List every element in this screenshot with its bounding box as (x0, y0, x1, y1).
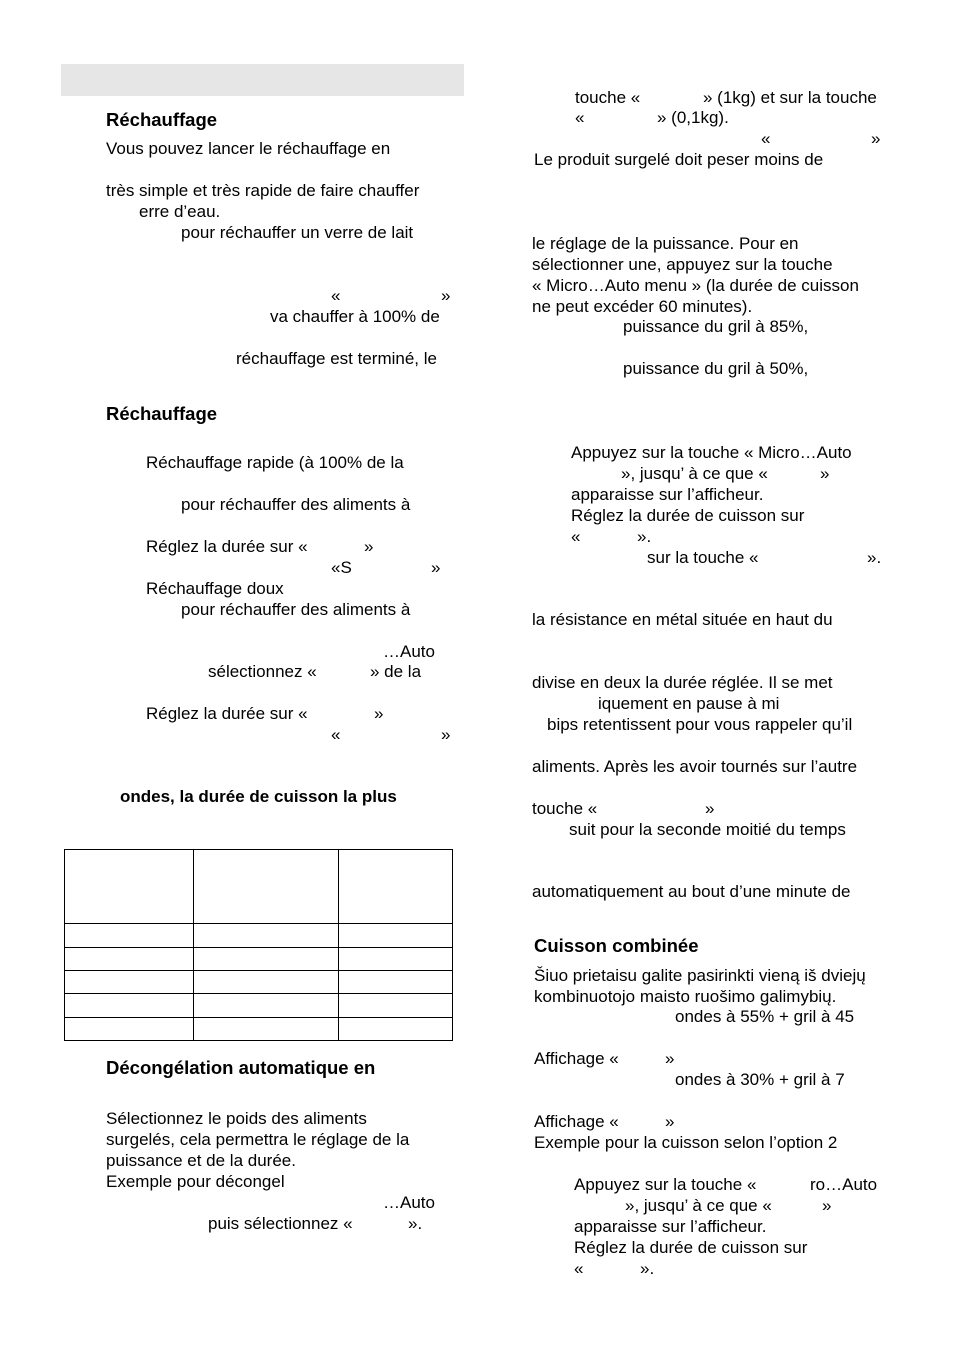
text-line: très simple et très rapide de faire chauffer (106, 181, 420, 200)
table-header-row (65, 850, 453, 924)
text-line: le réglage de la puissance. Pour en (532, 234, 799, 253)
cooking-table (64, 849, 453, 1041)
text-line: ». (637, 527, 652, 546)
table-row (65, 924, 453, 947)
text-line: « (331, 286, 341, 305)
text-line: touche « (575, 88, 641, 107)
text-line: sélectionner une, appuyez sur la touche (532, 255, 833, 274)
table-cell (194, 947, 339, 970)
text-line: kombinuotojo maisto ruošimo galimybių. (534, 987, 837, 1006)
text-line: Le produit surgelé doit peser moins de (534, 150, 824, 169)
table-row (65, 994, 453, 1017)
text-line: Vous pouvez lancer le réchauffage en (106, 139, 391, 158)
text-line: Exemple pour décongel (106, 1172, 285, 1191)
heading-cuisson-combinee: Cuisson combinée (534, 935, 699, 956)
text-line: « (761, 129, 771, 148)
text-line: apparaisse sur l’afficheur. (574, 1217, 767, 1236)
text-line: « (331, 725, 341, 744)
text-line: divise en deux la durée réglée. Il se met (532, 673, 833, 692)
text-line: » (822, 1196, 832, 1215)
table-cell (65, 994, 194, 1017)
text-line: Réchauffage rapide (à 100% de la (146, 453, 404, 472)
heading-decongelation: Décongélation automatique en (106, 1057, 376, 1078)
text-line: », jusqu’ à ce que « (621, 464, 768, 483)
table-cell (65, 970, 194, 993)
text-line: » (665, 1112, 675, 1131)
text-line: iquement en pause à mi (598, 694, 780, 713)
text-line: puissance du gril à 85%, (623, 317, 809, 336)
text-line: » (705, 799, 715, 818)
text-line: pour réchauffer des aliments à (181, 495, 411, 514)
text-line: » (364, 537, 374, 556)
text-line: …Auto (383, 1193, 435, 1212)
table-cell (339, 850, 453, 924)
table-cell (65, 1017, 194, 1040)
text-line: puissance et de la durée. (106, 1151, 296, 1170)
heading-rechauffage-1: Réchauffage (106, 109, 218, 130)
table-row (65, 947, 453, 970)
text-line: « Micro…Auto menu » (la durée de cuisson (532, 276, 859, 295)
text-line: sur la touche « (647, 548, 759, 567)
text-line: sélectionnez « (208, 662, 317, 681)
table-cell (339, 970, 453, 993)
text-line: ne peut excéder 60 minutes). (532, 297, 753, 316)
text-line: Réglez la durée de cuisson sur (574, 1238, 808, 1257)
text-line: Exemple pour la cuisson selon l’option 2 (534, 1133, 838, 1152)
text-line: » de la (370, 662, 422, 681)
text-line: puissance du gril à 50%, (623, 359, 809, 378)
text-line: », jusqu’ à ce que « (625, 1196, 772, 1215)
text-line: » (665, 1049, 675, 1068)
table-cell (339, 924, 453, 947)
text-line: ». (408, 1214, 423, 1233)
table-cell (65, 947, 194, 970)
text-line: » (441, 286, 451, 305)
text-line: surgelés, cela permettra le réglage de la (106, 1130, 410, 1149)
table-cell (194, 1017, 339, 1040)
table-row (65, 1017, 453, 1040)
heading-rechauffage-2: Réchauffage (106, 403, 218, 424)
text-line: Réchauffage doux (146, 579, 284, 598)
text-line: «S (331, 558, 352, 577)
text-line: ondes à 30% + gril à 7 (675, 1070, 845, 1089)
section-header-bar (61, 64, 464, 96)
text-line: ondes à 55% + gril à 45 (675, 1007, 855, 1026)
text-line: apparaisse sur l’afficheur. (571, 485, 764, 504)
text-line: pour réchauffer des aliments à (181, 600, 411, 619)
table-cell (65, 850, 194, 924)
text-line: Réglez la durée de cuisson sur (571, 506, 805, 525)
text-line: Affichage « (534, 1049, 619, 1068)
table-cell (194, 924, 339, 947)
text-line: Šiuo prietaisu galite pasirinkti vieną iš dviejų (534, 966, 866, 985)
text-line: Sélectionnez le poids des aliments (106, 1109, 367, 1128)
text-line: va chauffer à 100% de (270, 307, 440, 326)
text-line: automatiquement au bout d’une minute de (532, 882, 851, 901)
text-line: » (374, 704, 384, 723)
text-line: Réglez la durée sur « (146, 537, 308, 556)
text-line: pour réchauffer un verre de lait (181, 223, 414, 242)
text-line: Réglez la durée sur « (146, 704, 308, 723)
text-line: « (571, 527, 581, 546)
table-cell (194, 850, 339, 924)
text-line: suit pour la seconde moitié du temps (569, 820, 846, 839)
text-line: Appuyez sur la touche « Micro…Auto (571, 443, 852, 462)
text-line: » (871, 129, 881, 148)
table-cell (339, 1017, 453, 1040)
text-line: « (575, 108, 585, 127)
text-line: » (441, 725, 451, 744)
text-line: erre d’eau. (139, 202, 221, 221)
text-line: bips retentissent pour vous rappeler qu’il (547, 715, 853, 734)
table-cell (65, 924, 194, 947)
text-line: puis sélectionnez « (208, 1214, 353, 1233)
text-line: » (431, 558, 441, 577)
text-line: Affichage « (534, 1112, 619, 1131)
table-cell (194, 970, 339, 993)
text-line: ro…Auto (810, 1175, 878, 1194)
text-line: …Auto (383, 642, 435, 661)
text-line: réchauffage est terminé, le (236, 349, 437, 368)
bold-note: ondes, la durée de cuisson la plus (120, 787, 397, 806)
text-line: touche « (532, 799, 598, 818)
table-cell (339, 994, 453, 1017)
text-line: ». (640, 1259, 655, 1278)
text-line: la résistance en métal située en haut du (532, 610, 833, 629)
text-line: » (820, 464, 830, 483)
text-line: « (574, 1259, 584, 1278)
table-cell (194, 994, 339, 1017)
text-line: aliments. Après les avoir tournés sur l’autre (532, 757, 858, 776)
text-line: » (1kg) et sur la touche (703, 88, 877, 107)
table-row (65, 970, 453, 993)
table-cell (339, 947, 453, 970)
text-line: » (0,1kg). (657, 108, 729, 127)
text-line: Appuyez sur la touche « (574, 1175, 757, 1194)
text-line: ». (867, 548, 882, 567)
